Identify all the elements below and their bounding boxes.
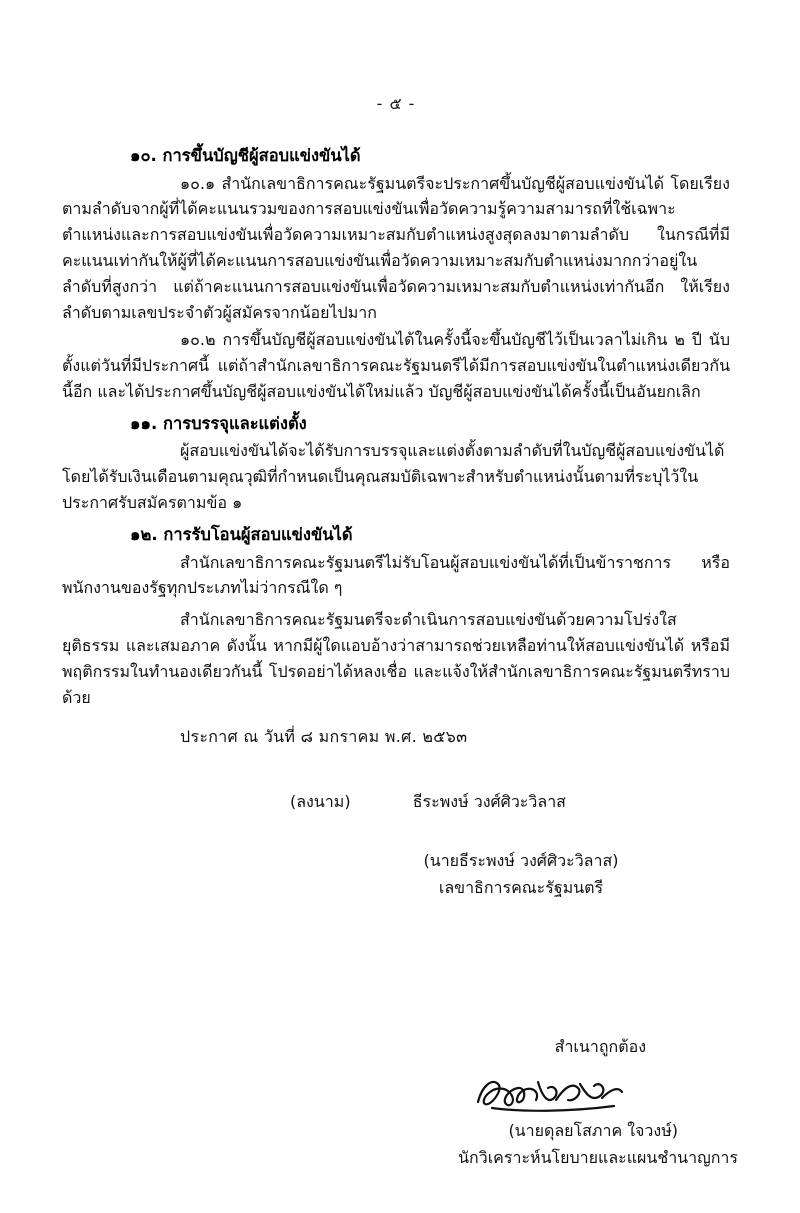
section-heading-12: ๑๒. การรับโอนผู้สอบแข่งขันได้	[130, 525, 353, 544]
signer-name: (นายธีระพงษ์ วงศ์ศิวะวิลาส)	[423, 851, 619, 870]
certifier-name: (นายดุลยโสภาค ใจวงษ์)	[508, 1120, 678, 1140]
announcement-date: ประกาศ ณ วันที่ ๘ มกราคม พ.ศ. ๒๕๖๓	[180, 727, 468, 746]
section-heading-10: ๑๐. การขึ้นบัญชีผู้สอบแข่งขันได้	[130, 146, 361, 165]
signature-name-block	[62, 849, 730, 901]
signer-position: เลขาธิการคณะรัฐมนตรี	[438, 878, 604, 897]
signed-name: ธีระพงษ์ วงศ์ศิวะวิลาส	[412, 792, 566, 811]
paragraph-11-1: ผู้สอบแข่งขันได้จะได้รับการบรรจุและแต่งตั้งตามลำดับที่ในบัญชีผู้สอบแข่งขันได้ โดยได้รับเงินเดือนตามคุณวุฒิที่กำหนดเป็นคุณสมบัติเฉพาะสำหรับตำแหน่งนั้นตามที่ระบุไว้ในประกาศรับสมัครตามข้อ ๑	[62, 441, 725, 513]
paragraph-10-1: ๑๐.๑ สำนักเลขาธิการคณะรัฐมนตรีจะประกาศขึ้นบัญชีผู้สอบแข่งขันได้ โดยเรียงตามลำดับจากผู้ที่ได้คะแนนรวมของการสอบแข่งขันเพื่อวัดความรู้ความสามารถที่ใช้เฉพาะตำแหน่งและการสอบแข่งขันเพื่อวัดความเหมาะสมกับตำแหน่งสูงสุดลงมาตามลำดับ ในกรณีที่มีคะแนนเท่ากันให้ผู้ที่ได้คะแนนการสอบแข่งขันเพื่อวัดความเหมาะสมกับตำแหน่งมากกว่าอยู่ในลำดับที่สูงกว่า แต่ถ้าคะแนนการสอบแข่งขันเพื่อวัดความเหมาะสมกับตำแหน่งเท่ากันอีก ให้เรียงลำดับตามเลขประจำตัวผู้สมัครจากน้อยไปมาก	[62, 173, 730, 323]
signature-line	[62, 790, 730, 815]
paragraph-12-1: สำนักเลขาธิการคณะรัฐมนตรีไม่รับโอนผู้สอบแข่งขันได้ที่เป็นข้าราชการ หรือพนักงานของรัฐทุกประเภทไม่ว่ากรณีใด ๆ	[62, 552, 730, 598]
handwritten-signature-icon	[0, 1068, 738, 1116]
closing-paragraph: สำนักเลขาธิการคณะรัฐมนตรีจะดำเนินการสอบแข่งขันด้วยความโปร่งใส ยุติธรรม และเสมอภาค ดังนั้น หากมีผู้ใดแอบอ้างว่าสามารถช่วยเหลือท่านให้สอบแข่งขันได้ หรือมีพฤติกรรมในทำนองเดียวกันนี้ โปรดอย่าได้หลงเชื่อ และแจ้งให้สำนักเลขาธิการคณะรัฐมนตรีทราบด้วย	[62, 610, 730, 708]
page-number: - ๕ -	[376, 94, 416, 113]
certified-copy-block	[0, 1034, 738, 1171]
signed-label: (ลงนาม)	[290, 792, 351, 811]
certified-copy-title: สำเนาถูกต้อง	[554, 1037, 646, 1057]
paragraph-10-2: ๑๐.๒ การขึ้นบัญชีผู้สอบแข่งขันได้ในครั้งนี้จะขึ้นบัญชีไว้เป็นเวลาไม่เกิน ๒ ปี นับตั้งแต่วันที่มีประกาศนี้ แต่ถ้าสำนักเลขาธิการคณะรัฐมนตรีได้มีการสอบแข่งขันในตำแหน่งเดียวกันนี้อีก และได้ประกาศขึ้นบัญชีผู้สอบแข่งขันได้ใหม่แล้ว บัญชีผู้สอบแข่งขันได้ครั้งนี้เป็นอันยกเลิก	[62, 330, 730, 401]
certifier-role: นักวิเคราะห์นโยบายและแผนชำนาญการ	[458, 1148, 738, 1168]
section-heading-11: ๑๑. การบรรจุและแต่งตั้ง	[130, 413, 307, 433]
